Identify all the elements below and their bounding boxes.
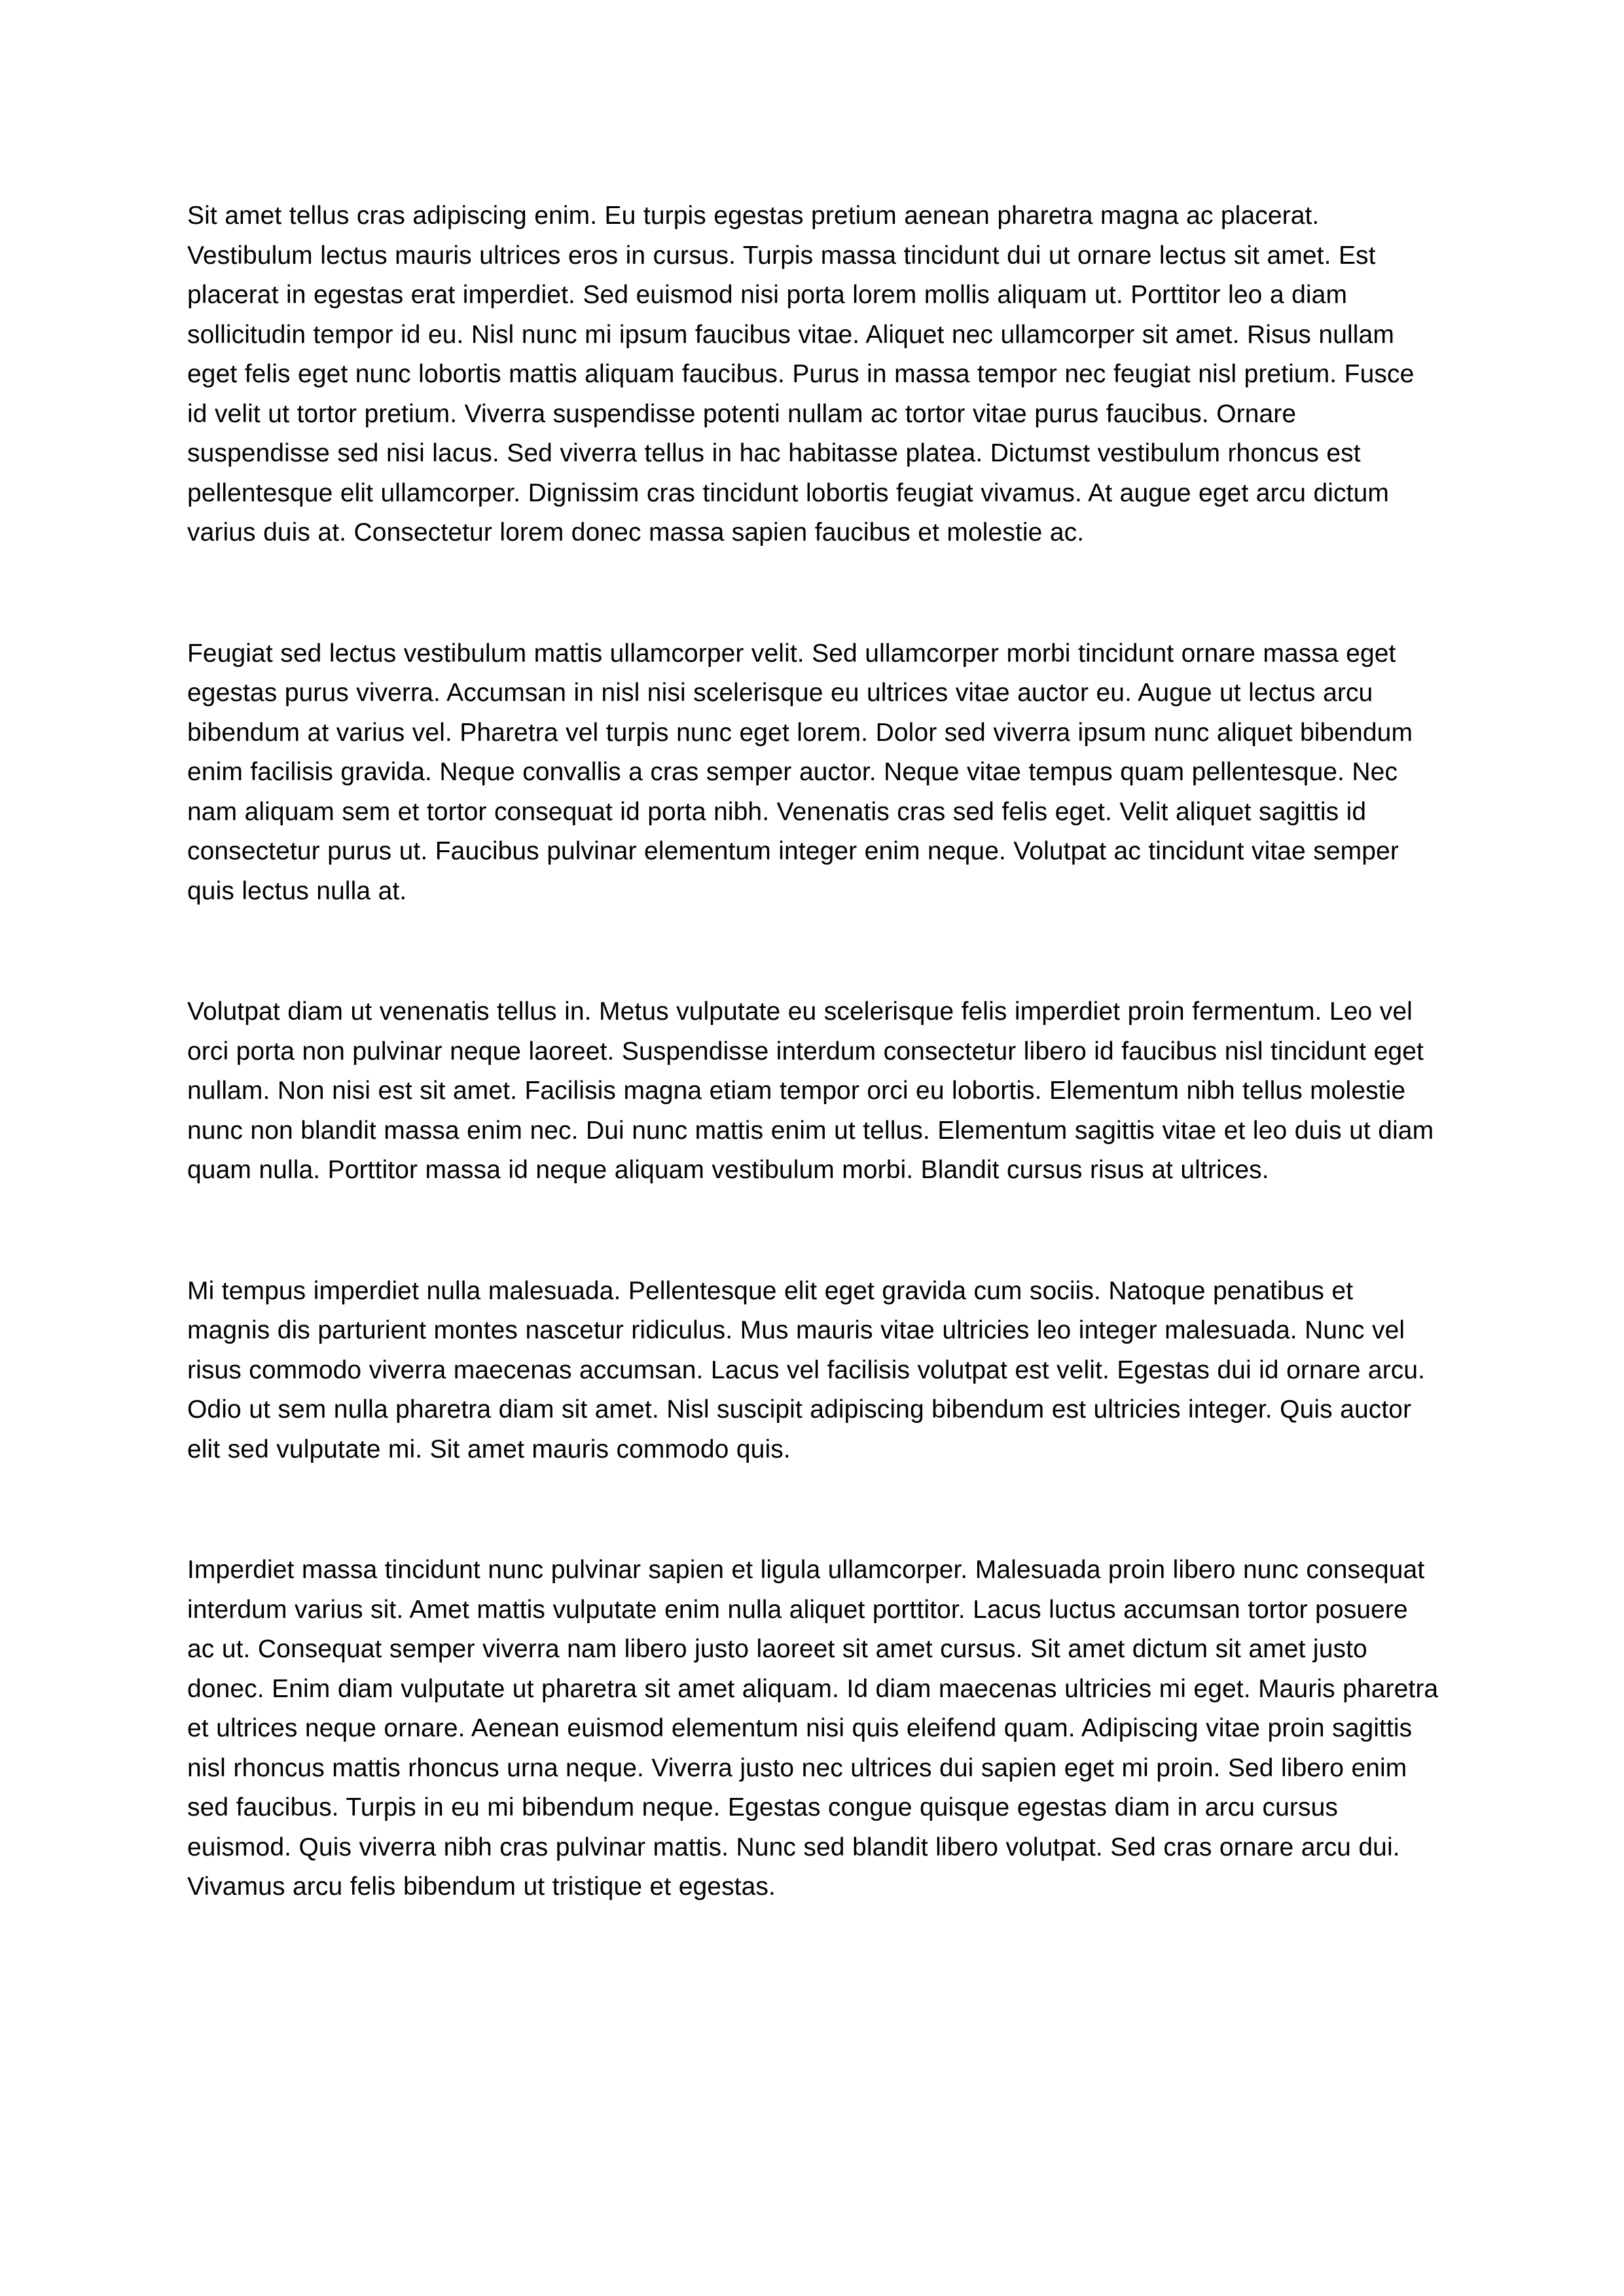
- paragraph-4: Mi tempus imperdiet nulla malesuada. Pellentesque elit eget gravida cum sociis. Natoque penatibus et magnis dis parturient montes nascetur ridiculus. Mus mauris vitae ultricies leo integer malesuada. Nunc vel risus commodo viverra maecenas accumsan. Lacus vel facilisis volutpat est velit. Egestas dui id ornare arcu. Odio ut sem nulla pharetra diam sit amet. Nisl suscipit adipiscing bibendum est ultricies integer. Quis auctor elit sed vulputate mi. Sit amet mauris commodo quis.: [187, 1276, 1426, 1463]
- paragraph-2: Feugiat sed lectus vestibulum mattis ullamcorper velit. Sed ullamcorper morbi tincidunt ornare massa eget egestas purus viverra. Accumsan in nisl nisi scelerisque eu ultrices vitae auctor eu. Augue ut lectus arcu bibendum at varius vel. Pharetra vel turpis nunc eget lorem. Dolor sed viverra ipsum nunc aliquet bibendum enim facilisis gravida. Neque convallis a cras semper auctor. Neque vitae tempus quam pellentesque. Nec nam aliquam sem et tortor consequat id porta nibh. Venenatis cras sed felis eget. Velit aliquet sagittis id consectetur purus ut. Faucibus pulvinar elementum integer enim neque. Volutpat ac tincidunt vitae semper quis lectus nulla at.: [187, 639, 1413, 905]
- document-text-block: [187, 196, 1439, 1907]
- paragraph-5: Imperdiet massa tincidunt nunc pulvinar sapien et ligula ullamcorper. Malesuada proin libero nunc consequat interdum varius sit. Amet mattis vulputate enim nulla aliquet porttitor. Lacus luctus accumsan tortor posuere ac ut. Consequat semper viverra nam libero justo laoreet sit amet cursus. Sit amet dictum sit amet justo donec. Enim diam vulputate ut pharetra sit amet aliquam. Id diam maecenas ultricies mi eget. Mauris pharetra et ultrices neque ornare. Aenean euismod elementum nisi quis eleifend quam. Adipiscing vitae proin sagittis nisl rhoncus mattis rhoncus urna neque. Viverra justo nec ultrices dui sapien eget mi proin. Sed libero enim sed faucibus. Turpis in eu mi bibendum neque. Egestas congue quisque egestas diam in arcu cursus euismod. Quis viverra nibh cras pulvinar mattis. Nunc sed blandit libero volutpat. Sed cras ornare arcu dui. Vivamus arcu felis bibendum ut tristique et egestas.: [187, 1556, 1439, 1901]
- paragraph-1: Sit amet tellus cras adipiscing enim. Eu turpis egestas pretium aenean pharetra magna ac placerat. Vestibulum lectus mauris ultrices eros in cursus. Turpis massa tincidunt dui ut ornare lectus sit amet. Est placerat in egestas erat imperdiet. Sed euismod nisi porta lorem mollis aliquam ut. Porttitor leo a diam sollicitudin tempor id eu. Nisl nunc mi ipsum faucibus vitae. Aliquet nec ullamcorper sit amet. Risus nullam eget felis eget nunc lobortis mattis aliquam faucibus. Purus in massa tempor nec feugiat nisl pretium. Fusce id velit ut tortor pretium. Viverra suspendisse potenti nullam ac tortor vitae purus faucibus. Ornare suspendisse sed nisi lacus. Sed viverra tellus in hac habitasse platea. Dictumst vestibulum rhoncus est pellentesque elit ullamcorper. Dignissim cras tincidunt lobortis feugiat vivamus. At augue eget arcu dictum varius duis at. Consectetur lorem donec massa sapien faucibus et molestie ac.: [187, 202, 1415, 547]
- paragraph-3: Volutpat diam ut venenatis tellus in. Metus vulputate eu scelerisque felis imperdiet proin fermentum. Leo vel orci porta non pulvinar neque laoreet. Suspendisse interdum consectetur libero id faucibus nisl tincidunt eget nullam. Non nisi est sit amet. Facilisis magna etiam tempor orci eu lobortis. Elementum nibh tellus molestie nunc non blandit massa enim nec. Dui nunc mattis enim ut tellus. Elementum sagittis vitae et leo duis ut diam quam nulla. Porttitor massa id neque aliquam vestibulum morbi. Blandit cursus risus at ultrices.: [187, 997, 1434, 1184]
